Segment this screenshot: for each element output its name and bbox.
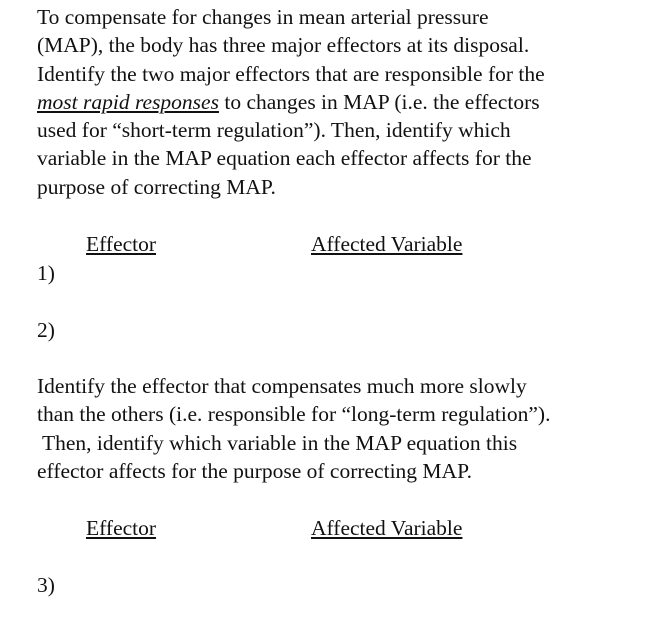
question-2-line-3: Then, identify which variable in the MAP equation this <box>37 430 518 455</box>
answer-row-1-number: 1) <box>37 261 55 285</box>
question-1-line-7: purpose of correcting MAP. <box>37 174 276 199</box>
question-1-line-4-rest: to changes in MAP (i.e. the effectors <box>218 89 540 114</box>
question-1-line-2: (MAP), the body has three major effectors at its disposal. <box>37 33 530 58</box>
table-2-effector-header: Effector <box>86 516 157 540</box>
table-1-effector-header: Effector <box>86 232 157 256</box>
table-2-variable-header: Affected Variable <box>311 516 463 540</box>
question-1-text <box>37 3 647 201</box>
question-2-text <box>37 372 647 485</box>
question-1-line-5: used for “short-term regulation”). Then, identify which <box>37 118 511 143</box>
question-1-line-3: Identify the two major effectors that are responsible for the <box>37 61 545 86</box>
table-1-variable-header: Affected Variable <box>311 232 463 256</box>
question-1-line-1: To compensate for changes in mean arterial pressure <box>37 5 489 29</box>
question-1-line-4 <box>37 88 647 116</box>
question-1-line-6: variable in the MAP equation each effector affects for the <box>37 146 532 171</box>
question-2-line-4: effector affects for the purpose of correcting MAP. <box>37 458 473 483</box>
question-2-line-2: than the others (i.e. responsible for “long-term regulation”). <box>37 402 551 427</box>
rapid-responses-emphasis: most rapid responses <box>37 89 219 114</box>
question-2-line-1: Identify the effector that compensates much more slowly <box>37 374 527 398</box>
answer-row-3-number: 3) <box>37 573 55 597</box>
answer-row-2-number: 2) <box>37 318 55 342</box>
